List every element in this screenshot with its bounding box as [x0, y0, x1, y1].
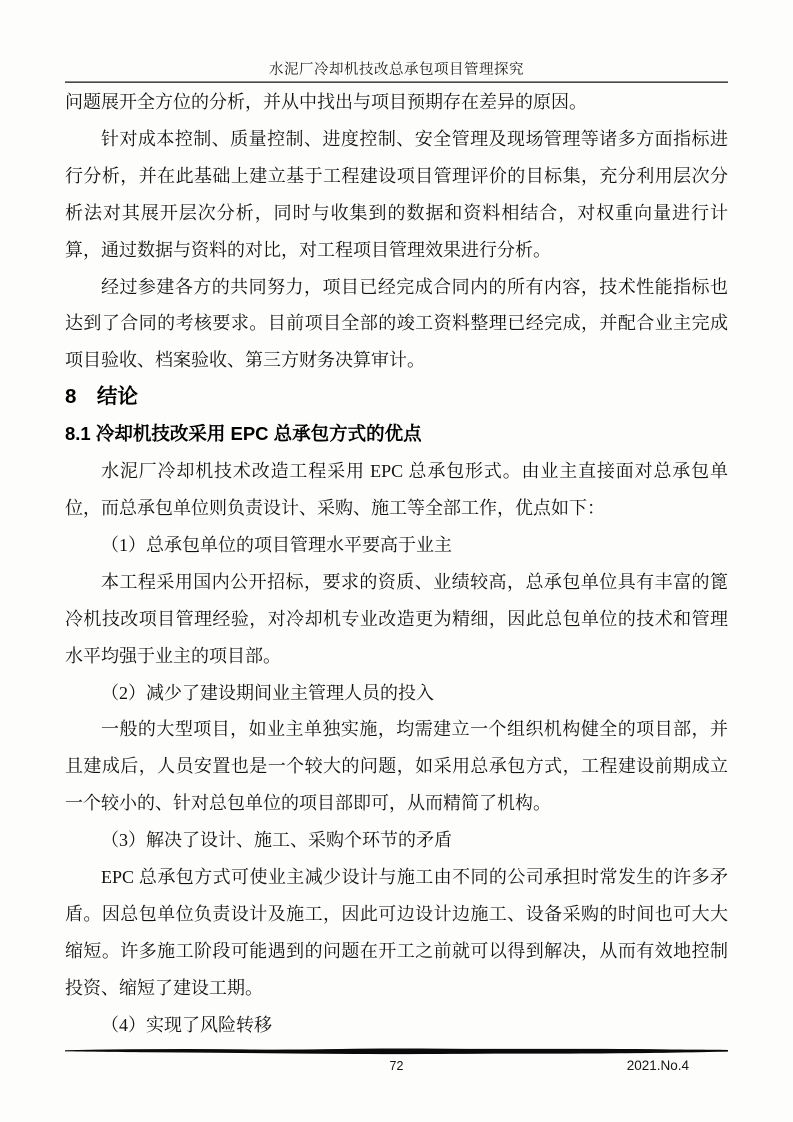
header-rule [65, 81, 728, 83]
paragraph-continuation: 问题展开全方位的分析，并从中找出与项目预期存在差异的原因。 [65, 92, 587, 112]
list-item: （1）总承包单位的项目管理水平要高于业主 [101, 534, 452, 555]
document-body [65, 84, 728, 1046]
subsection-heading: 8.1 冷却机技改采用 EPC 总承包方式的优点 [65, 423, 422, 445]
footer-row [65, 1058, 728, 1074]
paragraph: EPC 总承包方式可使业主减少设计与施工由不同的公司承担时常发生的许多矛盾。因总包单位负责设计及施工，因此可边设计边施工、设备采购的时间也可大大缩短。许多施工阶段可能遇到的问题在开工之前就可以得到解决，从而有效地控制投资、缩短了建设工期。 [65, 867, 728, 998]
list-item: （3）解决了设计、施工、采购个环节的矛盾 [101, 830, 452, 851]
footer-rule [65, 1047, 728, 1055]
paragraph: 水泥厂冷却机技术改造工程采用 EPC 总承包形式。由业主直接面对总承包单位，而总承包单位则负责设计、采购、施工等全部工作，优点如下： [65, 461, 728, 518]
journal-issue: 2021.No.4 [626, 1058, 689, 1073]
paragraph: 一般的大型项目，如业主单独实施，均需建立一个组织机构健全的项目部，并且建成后，人员安置也是一个较大的问题，如采用总承包方式，工程建设前期成立一个较小的、针对总包单位的项目部即可，从而精简了机构。 [65, 719, 728, 814]
paragraph: 经过参建各方的共同努力，项目已经完成合同内的所有内容，技术性能指标也达到了合同的考核要求。目前项目全部的竣工资料整理已经完成，并配合业主完成项目验收、档案验收、第三方财务决算审计。 [65, 276, 728, 371]
running-title: 水泥厂冷却机技改总承包项目管理探究 [269, 62, 524, 78]
page-number: 72 [389, 1059, 404, 1073]
list-item: （2）减少了建设期间业主管理人员的投入 [101, 682, 434, 703]
paragraph: 本工程采用国内公开招标，要求的资质、业绩较高，总承包单位具有丰富的篦冷机技改项目管理经验，对冷却机专业改造更为精细，因此总包单位的技术和管理水平均强于业主的项目部。 [65, 571, 728, 666]
list-item: （4）实现了风险转移 [101, 1014, 272, 1035]
section-heading: 8 结论 [65, 385, 138, 409]
paragraph: 针对成本控制、质量控制、进度控制、安全管理及现场管理等诸多方面指标进行分析，并在此基础上建立基于工程建设项目管理评价的目标集，充分利用层次分析法对其展开层次分析，同时与收集到的数据和资料相结合，对权重向量进行计算，通过数据与资料的对比，对工程项目管理效果进行分析。 [65, 128, 728, 260]
page-footer [65, 1047, 728, 1074]
